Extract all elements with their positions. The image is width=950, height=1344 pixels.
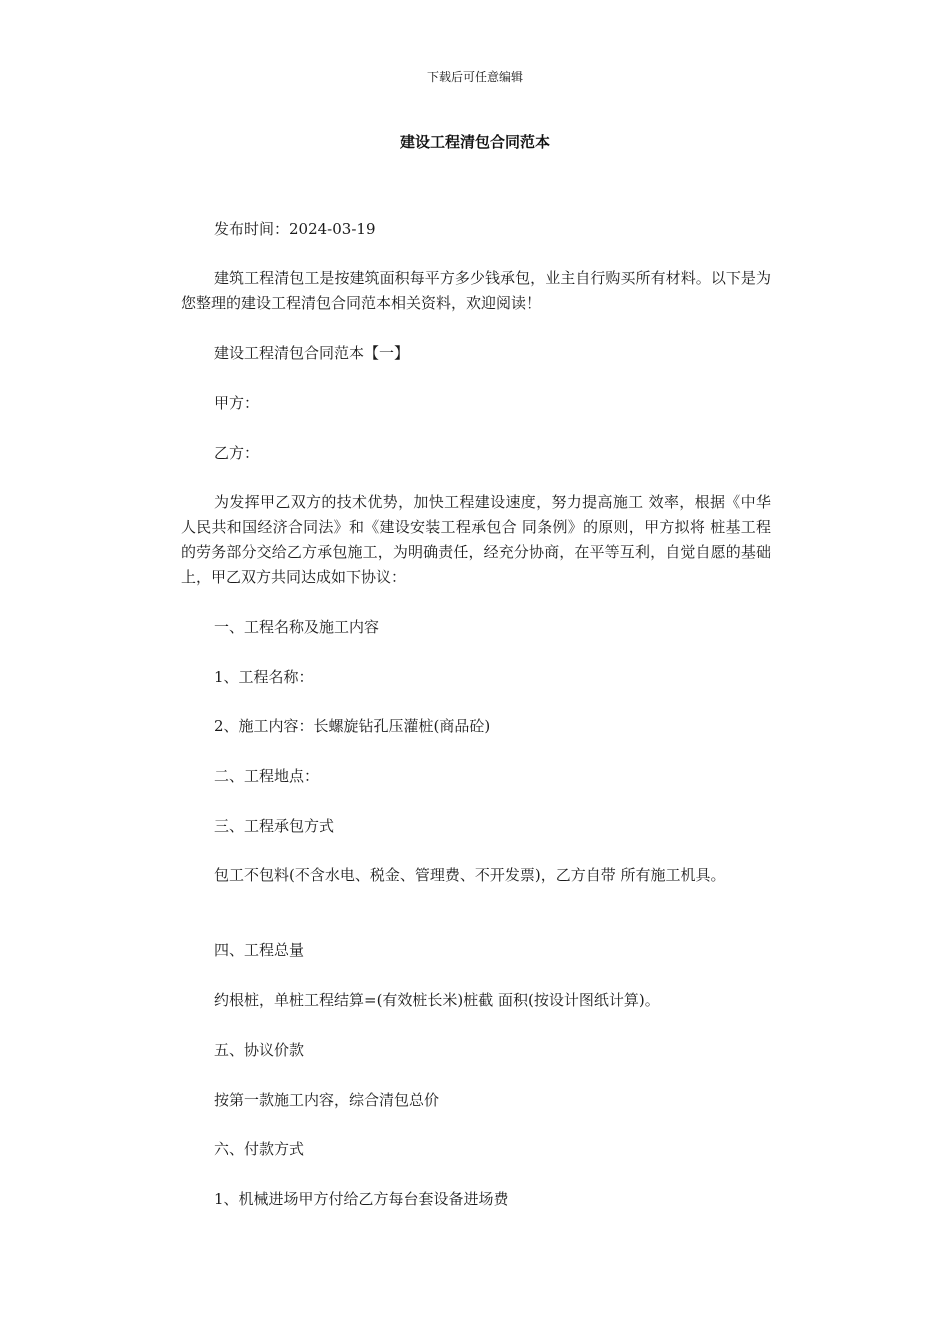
section-5-body: 按第一款施工内容，综合清包总价 (214, 1091, 440, 1109)
section-5-heading: 五、协议价款 (214, 1041, 305, 1059)
section-6-item-1: 1、机械进场甲方付给乙方每台套设备进场费 (214, 1190, 509, 1208)
document-body (181, 0, 771, 1344)
section-1-item-1: 1、工程名称： (214, 668, 314, 686)
party-a-line: 甲方： (214, 394, 260, 412)
section-6-heading: 六、付款方式 (214, 1140, 305, 1158)
document-title: 建设工程清包合同范本 (399, 133, 550, 151)
download-note: 下载后可任意编辑 (426, 70, 523, 84)
section-1-item-2: 2、施工内容：长螺旋钻孔压灌桩(商品砼) (214, 717, 491, 735)
section-4-body: 约根桩，单桩工程结算=(有效桩长米)桩截 面积(按设计图纸计算)。 (214, 991, 660, 1009)
section-3-heading: 三、工程承包方式 (214, 817, 335, 835)
intro-paragraph: 建筑工程清包工是按建筑面积每平方多少钱承包，业主自行购买所有材料。以下是为您整理的建设工程清包合同范本相关资料，欢迎阅读！ (181, 269, 771, 312)
contract-subtitle: 建设工程清包合同范本【一】 (214, 344, 410, 362)
party-b-line: 乙方： (214, 444, 260, 462)
publish-date: 发布时间：2024-03-19 (214, 220, 376, 238)
section-2-heading: 二、工程地点： (214, 767, 320, 785)
preamble-paragraph: 为发挥甲乙双方的技术优势，加快工程建设速度，努力提高施工 效率，根据《中华人民共和国经济合同法》和《建设安装工程承包合 同条例》的原则，甲方拟将 桩基工程的劳务部分交给乙方承包施工，为明确责任，经充分协商，在平等互利，自觉自愿的基础上，甲乙双方共同达成如下协议： (181, 493, 771, 586)
section-4-heading: 四、工程总量 (214, 941, 305, 959)
section-1-heading: 一、工程名称及施工内容 (214, 618, 380, 636)
section-3-body: 包工不包料(不含水电、税金、管理费、不开发票)，乙方自带 所有施工机具。 (214, 866, 726, 884)
